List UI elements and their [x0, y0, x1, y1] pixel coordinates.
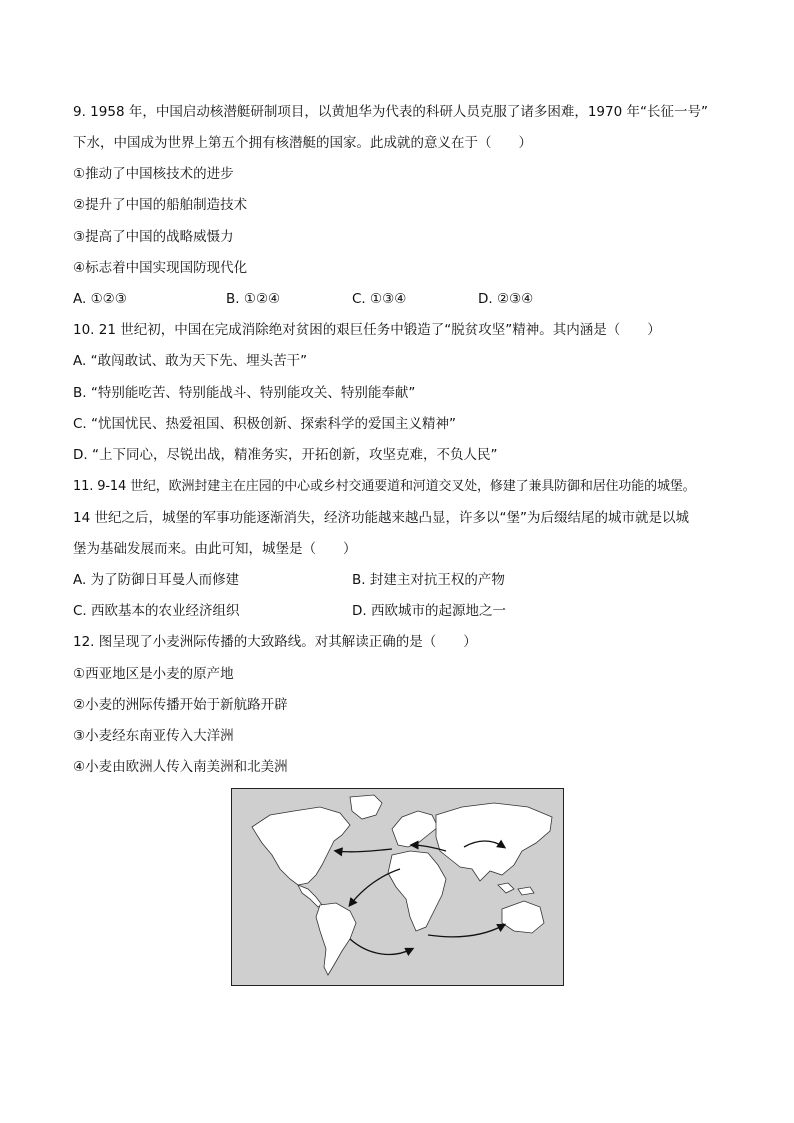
q9-option-a: A. ①②③ — [73, 291, 127, 307]
q9-stem-line2: 下水，中国成为世界上第五个拥有核潜艇的国家。此成就的意义在于（ ） — [73, 135, 532, 151]
q9-option-d: D. ②③④ — [478, 291, 534, 307]
q11-stem-line3: 堡为基础发展而来。由此可知，城堡是（ ） — [73, 541, 357, 557]
q9-stem-line1: 9. 1958 年，中国启动核潜艇研制项目，以黄旭华为代表的科研人员克服了诸多困难，1970 年“长征一号” — [73, 104, 708, 120]
world-map-graphic — [232, 789, 563, 985]
q9-option-b: B. ①②④ — [226, 291, 281, 307]
q11-option-d: D. 西欧城市的起源地之一 — [352, 603, 506, 619]
central-america — [298, 885, 322, 907]
q12-item-2: ②小麦的洲际传播开始于新航路开辟 — [73, 697, 288, 713]
europe — [392, 811, 438, 847]
wheat-spread-map — [231, 788, 564, 986]
q11-option-c: C. 西欧基本的农业经济组织 — [73, 603, 240, 619]
q11-option-a: A. 为了防御日耳曼人而修建 — [73, 572, 240, 588]
q9-option-c: C. ①③④ — [352, 291, 407, 307]
q9-item-1: ①推动了中国核技术的进步 — [73, 166, 234, 182]
australia — [502, 901, 544, 933]
q12-item-3: ③小麦经东南亚传入大洋洲 — [73, 728, 234, 744]
q10-stem: 10. 21 世纪初，中国在完成消除绝对贫困的艰巨任务中锻造了“脱贫攻坚”精神。其内涵是（ ） — [73, 322, 661, 338]
southeast-asia-islands — [498, 883, 534, 895]
q10-option-b: B. “特别能吃苦、特别能战斗、特别能攻关、特别能奉献” — [73, 385, 416, 401]
q10-option-d: D. “上下同心，尽锐出战，精准务实，开拓创新，攻坚克难，不负人民” — [73, 447, 498, 463]
q12-item-4: ④小麦由欧洲人传入南美洲和北美洲 — [73, 759, 288, 775]
q9-item-3: ③提高了中国的战略威慑力 — [73, 229, 234, 245]
route-europe-to-north-america — [336, 849, 392, 852]
q11-stem-line2: 14 世纪之后，城堡的军事功能逐渐消失，经济功能越来越凸显，许多以“堡”为后缀结尾的城市就是以城 — [73, 510, 689, 526]
continents — [252, 795, 552, 975]
greenland — [350, 795, 382, 819]
q12-stem: 12. 图呈现了小麦洲际传播的大致路线。对其解读正确的是（ ） — [73, 634, 477, 650]
africa — [388, 851, 446, 931]
q11-stem-line1: 11. 9-14 世纪，欧洲封建主在庄园的中心或乡村交通要道和河道交叉处，修建了兼具防御和居住功能的城堡。 — [73, 479, 696, 494]
q9-item-2: ②提升了中国的船舶制造技术 — [73, 197, 248, 213]
q12-item-1: ①西亚地区是小麦的原产地 — [73, 666, 234, 682]
q9-item-4: ④标志着中国实现国防现代化 — [73, 260, 248, 276]
north-america — [252, 807, 350, 885]
q10-option-a: A. “敢闯敢试、敢为天下先、埋头苦干” — [73, 353, 308, 369]
q10-option-c: C. “忧国忧民、热爱祖国、积极创新、探索科学的爱国主义精神” — [73, 416, 456, 432]
q11-option-b: B. 封建主对抗王权的产物 — [352, 572, 505, 588]
route-africa-to-australia — [428, 925, 504, 937]
route-south-america-to-africa — [350, 939, 412, 954]
